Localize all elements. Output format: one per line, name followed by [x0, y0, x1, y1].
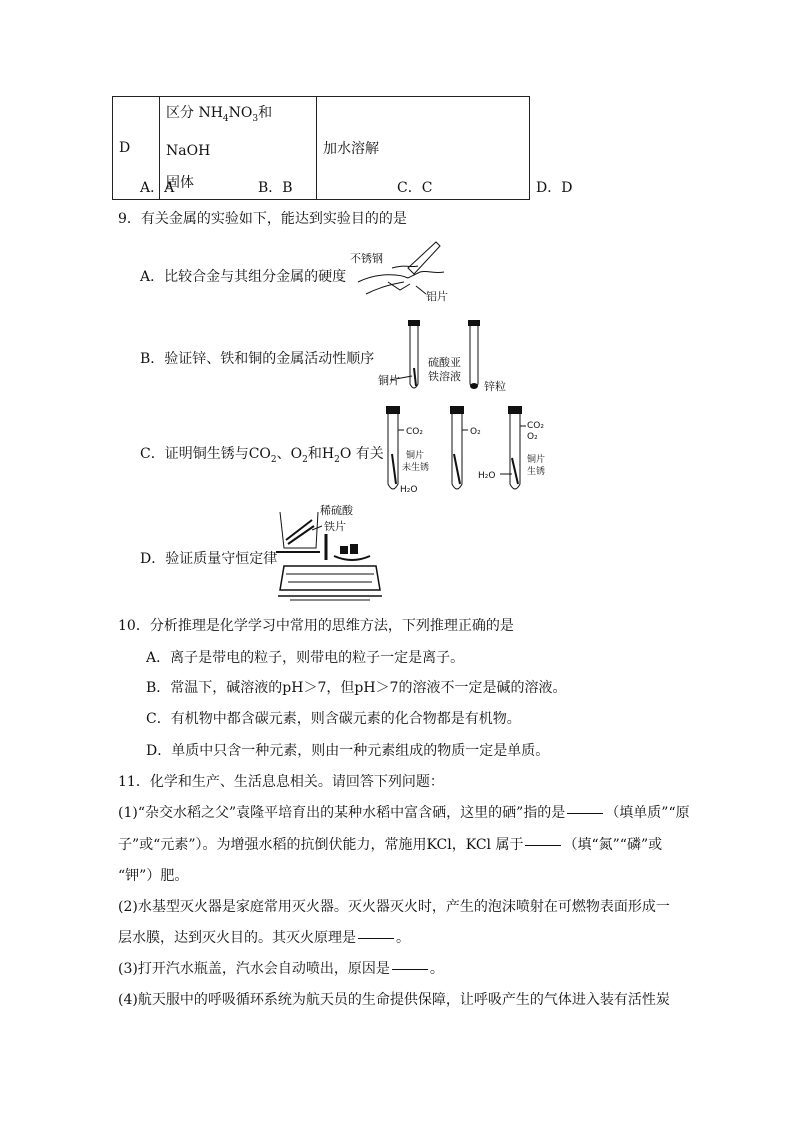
fig-c-note-1b: 未生锈 [402, 463, 430, 473]
option-table [112, 96, 530, 200]
fig-b-label-solution-2: 铁溶液 [428, 370, 461, 383]
desc-line2: 固体 [166, 174, 194, 191]
q10-option-c: C．有机物中都含碳元素，则含碳元素的化合物都是有机物。 [146, 711, 521, 727]
fig-c-water-2: H₂O [478, 471, 496, 481]
fig-c-gas-3a: CO₂ [527, 421, 544, 431]
fig-c-water-1: H₂O [400, 485, 418, 495]
fig-c-gas-2: O₂ [470, 427, 481, 437]
q11-part1-line3: “钾”）肥。 [118, 868, 189, 884]
q10-option-a: A．离子是带电的粒子，则带电的粒子一定是离子。 [146, 650, 465, 666]
answer-blank[interactable] [358, 937, 394, 939]
figure-hardness-test [348, 238, 458, 302]
answer-blank[interactable] [525, 844, 561, 846]
q11-part3: (3)打开汽水瓶盖，汽水会自动喷出，原因是 。 [118, 961, 444, 977]
q11-part2-line1: (2)水基型灭火器是家庭常用灭火器。灭火器灭火时，产生的泡沫喷射在可燃物表面形成一 [118, 899, 670, 915]
table-cell-method: 加水溶解 [317, 97, 530, 200]
q11-stem: 11．化学和生产、生活息息相关。请回答下列问题： [118, 774, 444, 790]
q11-part2-line2: 层水膜，达到灭火目的。其灭火原理是 。 [118, 930, 410, 946]
figure-balance-test [276, 500, 386, 608]
fig-c-note-1a: 铜片 [406, 451, 425, 461]
fig-c-note-2b: 生锈 [527, 467, 546, 477]
q9-option-a: A．比较合金与其组分金属的硬度 [140, 269, 347, 285]
q9-option-c: C．证明铜生锈与$CO_2$、$O_2$和$H_2O$ 有关 [140, 446, 384, 465]
q8-option-d: D．D [536, 180, 573, 196]
q9-option-b: B．验证锌、铁和铜的金属活动性顺序 [140, 351, 375, 367]
q9-option-d: D．验证质量守恒定律 [140, 551, 278, 567]
answer-blank[interactable] [392, 968, 428, 970]
q11-part4-line1: (4)航天服中的呼吸循环系统为航天员的生命提供保障，让呼吸产生的气体进入装有活性炭 [118, 992, 670, 1008]
fig-b-label-zinc: 锌粒 [484, 380, 506, 393]
q8-option-c: C．C [397, 180, 433, 196]
figure-activity-test [376, 318, 516, 398]
table-row [113, 97, 530, 200]
q10-option-d: D．单质中只含一种元素，则由一种元素组成的物质一定是单质。 [146, 743, 550, 759]
fig-c-note-2a: 铜片 [527, 455, 546, 465]
q9-stem: 9．有关金属的实验如下，能达到实验目的的是 [118, 211, 407, 227]
figure-rust-test [382, 404, 556, 496]
fig-d-label-acid: 稀硫酸 [320, 504, 353, 517]
fig-d-label-iron: 铁片 [324, 520, 346, 533]
fig-b-label-copper: 铜片 [378, 374, 400, 387]
table-cell-description [160, 97, 317, 200]
fig-b-label-solution-1: 硫酸亚 [428, 356, 461, 369]
fig-c-gas-1: CO₂ [406, 427, 423, 437]
q8-option-b: B．B [258, 180, 293, 196]
q8-option-a: A．A [140, 180, 175, 196]
q11-part1-line1: (1)“杂交水稻之父”袁隆平培育出的某种水稻中富含硒，这里的硒”指的是 （填单质”“原 [118, 805, 690, 821]
answer-blank[interactable] [567, 812, 603, 814]
fig-a-label-aluminum: 铝片 [426, 290, 448, 302]
q10-option-b: B．常温下，碱溶液的pH＞7，但pH＞7的溶液不一定是碱的溶液。 [146, 680, 567, 696]
q11-part1-line2: 子”或“元素”）。为增强水稻的抗倒伏能力，常施用KCl，KCl 属于 （填“氮”“磷”或 [118, 837, 663, 853]
table-cell-label: D [113, 97, 160, 200]
q10-stem: 10．分析推理是化学学习中常用的思维方法，下列推理正确的是 [118, 618, 514, 634]
fig-c-gas-3b: O₂ [527, 432, 538, 442]
desc-line1: 区分 $NH_4NO_3$和 NaOH [166, 105, 273, 159]
fig-a-label-steel: 不锈钢 [350, 252, 383, 265]
